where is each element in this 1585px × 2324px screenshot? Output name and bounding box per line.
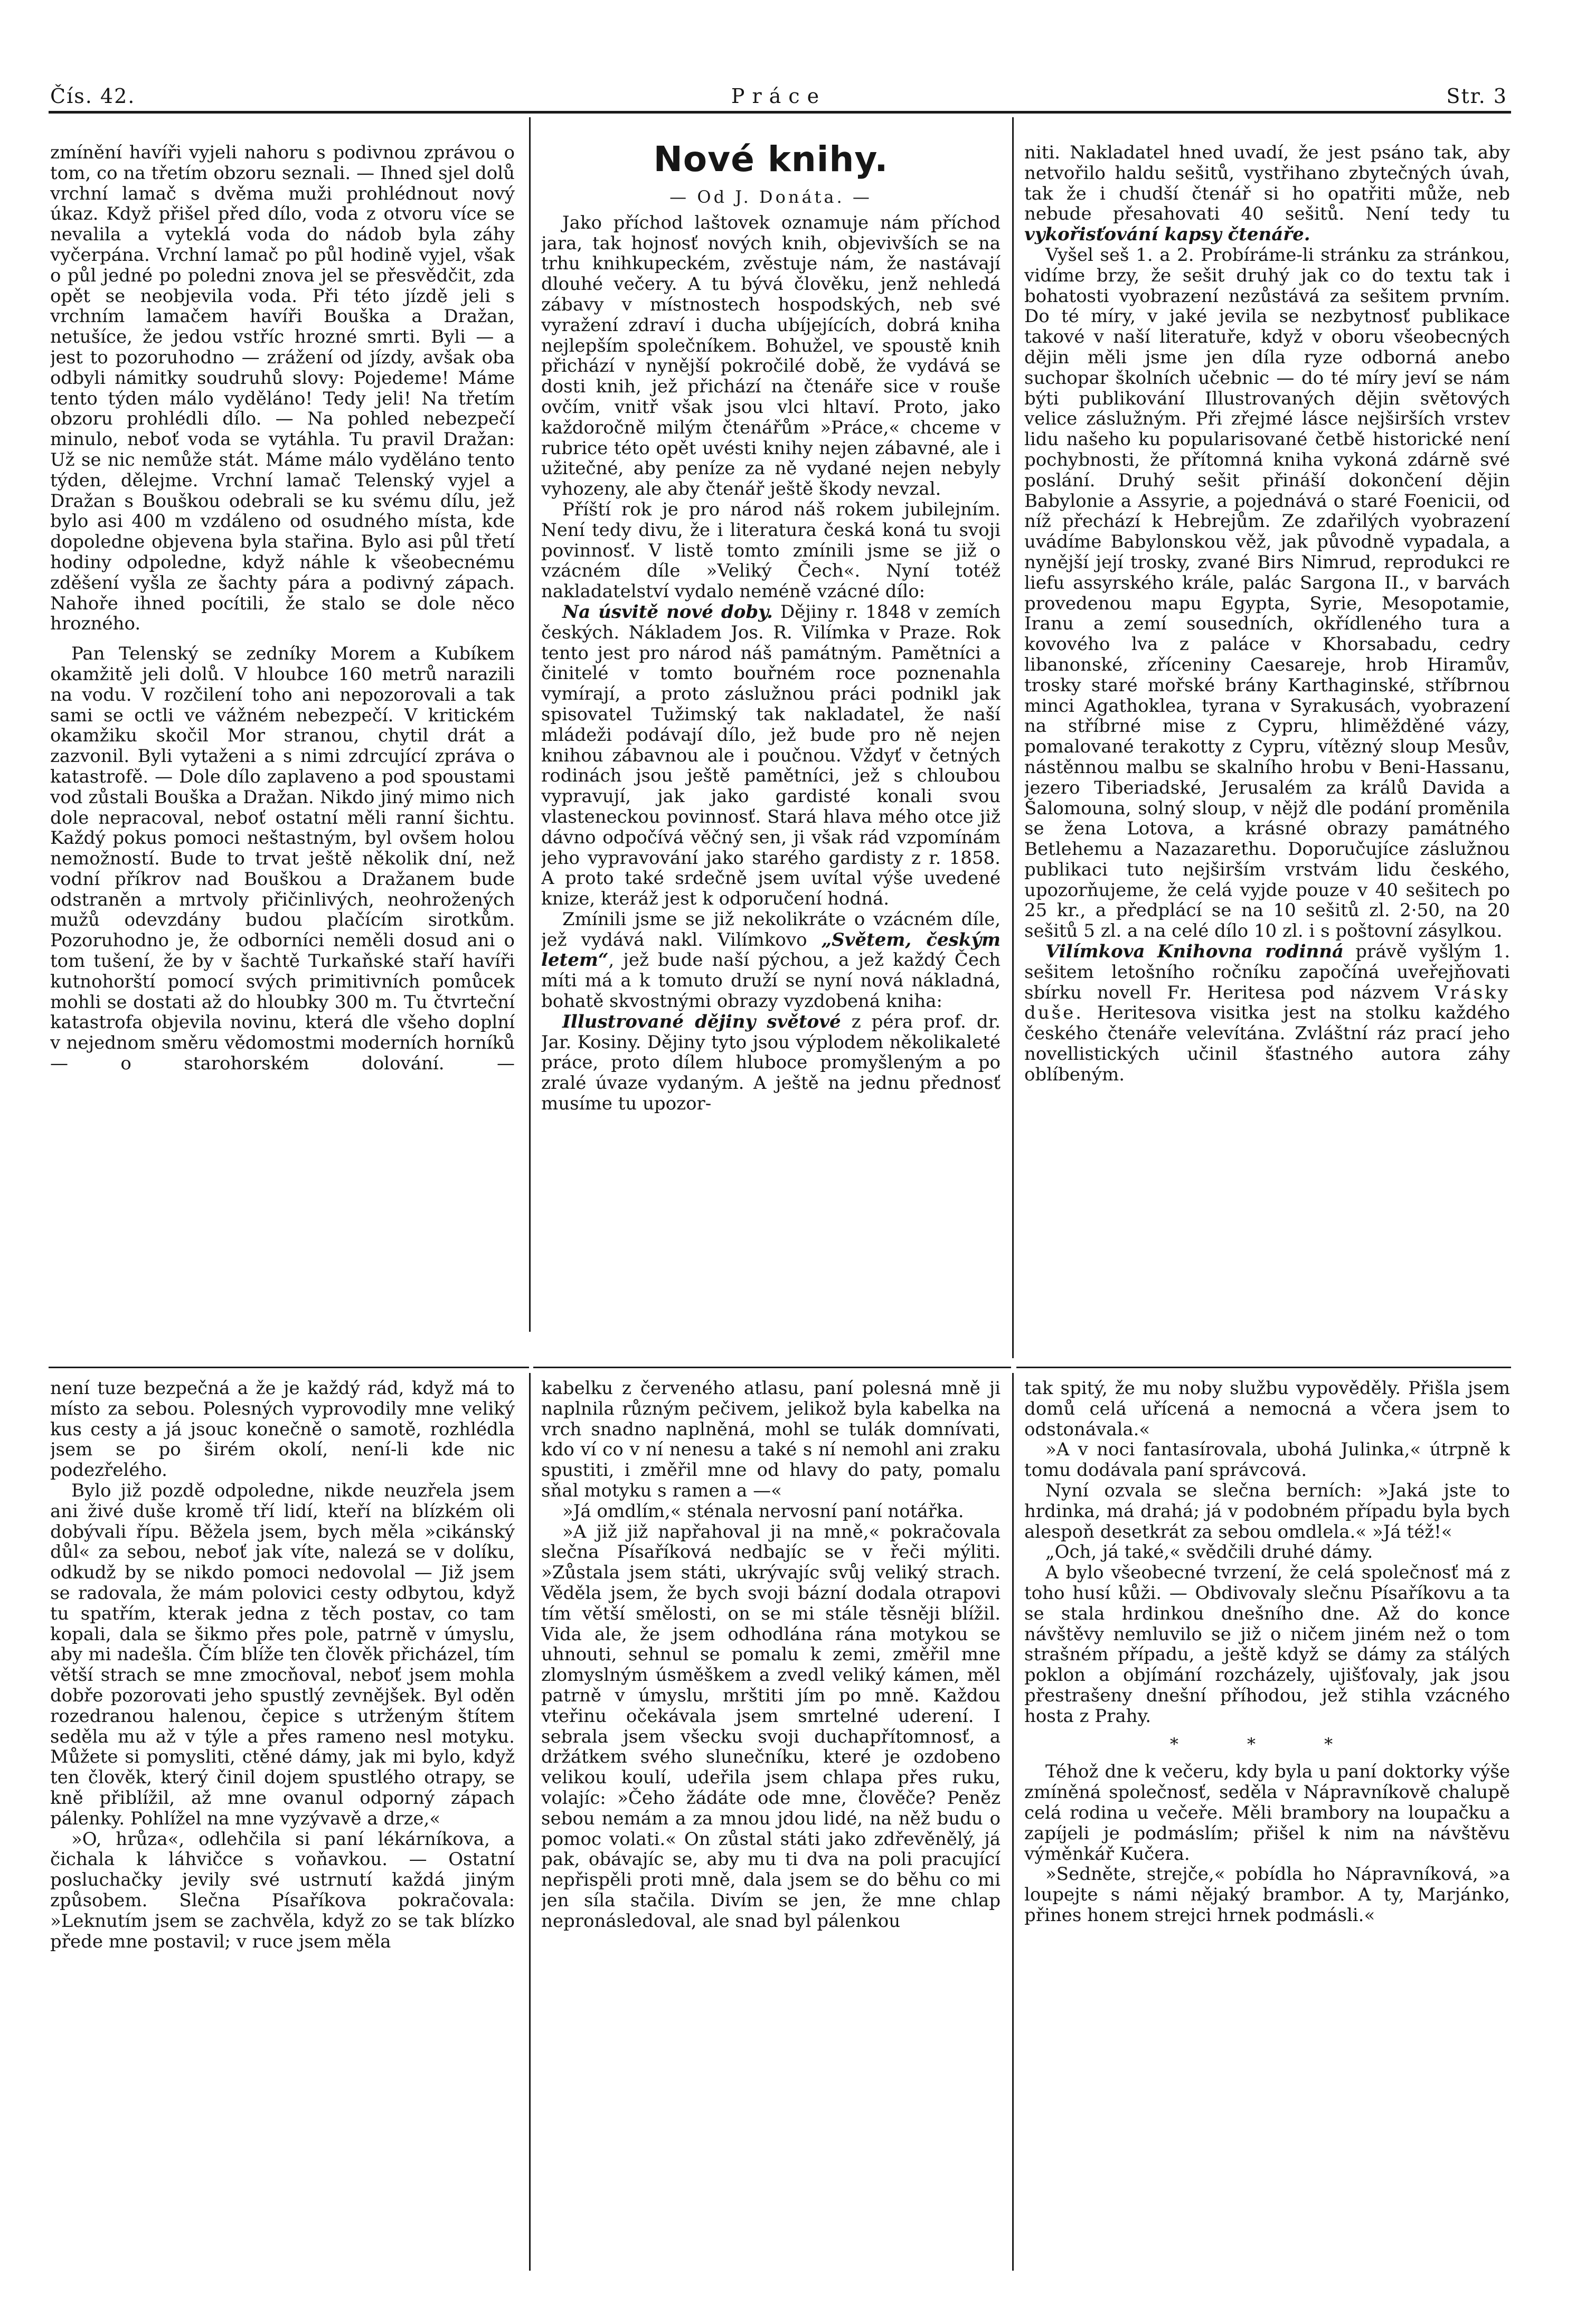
article-paragraph: Jako příchod laštovek oznamuje nám příchod jara, tak hojnosť nových knih, objevivších se na trhu knihkupeckém, zvěstuje nám, že nastávají dlouhé večery. A tu bývá člověku, jenž nehledá zábavy v místnostech hospodských, neb své vyražení zdraví i ducha ubíjejících, dobrá kniha nejlepším společníkem. Bohužel, ve spoustě knih přichází v nynější pokročilé době, že vydává se dosti knih, jež přichází na čtenáře sice v rouše ovčím, vnitř však jsou vlci hltaví. Proto, jako každoročně milým čtenářům »Práce,« chceme v rubrice této opět uvésti knihy nejen zábavné, ale i užitečné, aby peníze za ně vydané nejen nebyly vyhozeny, ale aby čtenář ještě škody nevzal. [541,212,1001,500]
article-paragraph: Vilímkova Knihovna rodinná právě vyšlým 1. sešitem letošního ročníku započíná uveřejňovati sbírku novell Fr. Heritesa pod názvem Vrásky duše. Heritesova visitka jest na stolku každého českého čtenáře velevítána. Zvláštní ráz prací jeho novellistických učinil šťastného autora záhy oblíbeným. [1024,941,1510,1085]
feuilleton-part-1 [50,1378,515,2281]
story-paragraph: »A v noci fantasírovala, ubohá Julinka,« útrpně k tomu dodávala paní správcová. [1024,1439,1510,1481]
story-paragraph: kabelku z červeného atlasu, paní polesná mně ji naplnila různým pečivem, jelikož byla kabelka na vrch snadno naplněná, mohl se tulák domnívati, kdo ví co v ní nenesu a také s ní nemohl ani zraku spustiti, i změřil mne od hlavy do paty, pomalu sňal motyku s ramen a —« [541,1378,1001,1501]
book-title: Illustrované dějiny světové [562,1011,841,1032]
page-header [50,79,1507,110]
book-title: „Světem, českým letem“ [541,929,1001,971]
section-separator-stars: * * * [1169,1734,1365,1754]
section-rule [49,1367,529,1368]
story-paragraph: A bylo všeobecné tvrzení, že celá společnosť má z toho husí kůži. — Obdivovaly slečnu Písaříkovu a ta se stala hrdinkou dnešního dne. Až do konce návštěvy nemluvilo se již o ničem jiném než o tom strašném případu, a ještě když se dámy za stálých poklon a objímání rozcházely, ujišťovaly, jak jsou přestrašeny dnešní příhodou, jež stihla vzácného hosta z Prahy. [1024,1562,1510,1727]
story-paragraph: tak spitý, že mu noby službu vypověděly. Přišla jsem domů celá uřícená a nemocná a včera jsem to odstonávala.« [1024,1378,1510,1440]
article-paragraph: Zmínili jsme se již nekolikráte o vzácném díle, jež vydává nakl. Vilímkovo „Světem, českým letem“, jež bude naší pýchou, a jež každý Čech míti má a k tomuto druží se nyní nová nákladná, bohatě skvostnými obrazy vyzdobená kniha: [541,908,1001,1012]
article-paragraph: Příští rok je pro národ náš rokem jubilejním. Není tedy divu, že i literatura česká koná tu svoji povinnosť. V listě tomto zmínili jsme se již o vzácném díle »Veliký Čech«. Nyní totéž nakladatelství vydalo neméně vzácné dílo: [541,498,1001,603]
feuilleton-part-2 [541,1378,1001,2281]
newspaper-title: Práce [731,84,827,108]
issue-number: Čís. 42. [50,84,136,108]
page-number: Str. 3 [1446,84,1507,108]
book-title: Vrásky duše. [1024,982,1510,1024]
section-rule [1016,1367,1511,1368]
story-paragraph: není tuze bezpečná a že je každý rád, když má to místo za sebou. Polesných vyprovodily mne veliký kus cesty a já jsouc konečně o samotě, rozhlédla jsem se po širém okolí, není-li kde nic podezřelého. [50,1378,515,1481]
column-rule [1012,117,1014,1358]
story-paragraph: „Och, já také,« svědčili druhé dámy. [1045,1541,1373,1563]
article-paragraph: Illustrované dějiny světové z péra prof. dr. Jar. Kosiny. Dějiny tyto jsou výplodem několikaleté práce, proto dílem hluboce promyšleným a po zralé úvaze vydaným. A ještě na jednu přednosť musíme tu upozor- [541,1011,1001,1115]
story-paragraph: Nyní ozvala se slečna berních: »Jaká jste to hrdinka, má drahá; já v podobném případu byla bych alespoň desetkrát za sebou omdlela.« »Já též!« [1024,1480,1510,1542]
column-rule [529,1373,531,2271]
article-paragraph: niti. Nakladatel hned uvadí, že jest psáno tak, aby netvořilo haldu sešitů, vystřihano zbytečných úvah, tak že i chudší čtenář si ho opatřiti může, neb nebude přesahovati 40 sešitů. Není tedy tu vykořisťování kapsy čtenáře. [1024,143,1510,246]
article-new-books-continued [1024,143,1510,1357]
story-paragraph: »O, hrůza«, odlehčila si paní lékárníkova, a čichala k láhvičce s voňavkou. — Ostatní posluchačky jevily své ustrnutí každá jiným způsobem. Slečna Písaříkova pokračovala: »Leknutím jsem se zachvěla, když zo se tak blízko přede mne postavil; v ruce jsem měla [50,1828,515,1952]
article-paragraph: Vyšel seš 1. a 2. Probíráme-li stránku za stránkou, vidíme brzy, že sešit druhý jak co do textu tak i bohatosti vyobrazení nezůstává za sešitem prvním. Do té míry, v jaké jevila se nezbytnosť publikace takové v naší literatuře, když v oboru všeobecných dějin měli jsme jen díla ryze odborná anebo suchopar školních učebnic — do té míry jeví se nám býti publikování Illustrovaných dějin světových velice záslužným. Při zřejmé lásce nejširších vrstev lidu našeho ku popularisované četbě historické není pochybnosti, že přítomná kniha vykoná zdárně své poslání. Druhý sešit přináší dokončení dějin Babylonie a Assyrie, a pojednává o staré Foenicii, od níž přechází k Hebrejům. Ze zdařilých vyobrazení uvádíme Babylonskou věž, jak původně vypadala, a nynější její trosky, zvané Birs Nimrud, reprodukci re liefu assyrského krále, palác Sargona II., v barvách provedenou mapu Egypta, Syrie, Mesopotamie, Iranu a zemí sousedních, okřídleného tura a kovového lva z paláce v Khorsabadu, cedry libanonské, zříceniny Caesareje, hrob Hiramův, trosky staré mořské brány Karthaginské, stříbrnou minci Agathoklea, tyrana v Syrakusách, vyobrazení na stříbrné mise z Cypru, hliměžděné vázy, pomalované terakotty z Cypru, vítězný sloup Mesův, nástěnnou malbu se skalního hrobu v Beni-Hassanu, jezero Tiberiadské, Jerusalém za králů Davida a Šalomouna, solný sloup, v nějž dle podání proměnila se žena Lotova, a krásné obrazy památného Betlehemu a Nazazarethu. Doporučujíce záslužnou publikaci tuto nejširším vrstvám lidu českého, upozorňujeme, že celá vyjde pouze v 40 sešitech po 25 kr., a předplácí se na 10 sešitů zl. 2·50, na 20 sešitů 5 zl. a na celé dílo 10 zl. i s poštovní zásylkou. [1024,244,1510,942]
book-title: Vilímkova Knihovna rodinná [1045,941,1344,963]
article-mining-accident [50,143,515,1389]
article-paragraph: Pan Telenský se zedníky Morem a Kubíkem okamžitě jeli dolů. V hloubce 160 metrů narazili na vodu. V rozčilení toho ani nepozorovali a tak sami se octli ve vážném nebezpečí. V kritickém okamžiku skočil Mor stranou, chytil drát a zazvonil. Byli vytaženi a s nimi zdrcující zpráva o katastrofě. — Dole dílo zaplaveno a pod spoustami vod zůstali Bouška a Dražan. Nikdo jiný mimo nich dole nepracoval, neboť ostatní měli ranní šichtu. Každý pokus pomoci neštastným, byl ovšem holou nemožností. Bude to trvat ještě několik dní, než vodní příkrov nad Bouškou a Dražanem bude odstraněn a mrtvoly přičinlivých, neohrožených mužů odevzdány budou plačícím sirotkům. Pozoruhodno je, že odborníci neměli dosud ani o tom tušení, že by v šachtě Turkaňské staří havíři kutnohorští pomocí svých primitivních pomůcek mohli se dostati až do hloubky 300 m. Tu čtvrteční katastrofa objevila novinu, která dle všeho doplní v nejednom směru vědomostmi moderních horníků — o starohorském dolování. — [50,643,515,1075]
story-paragraph: »Já omdlím,« sténala nervosní paní notářka. [562,1500,964,1522]
column-rule [529,117,531,1332]
column-rule [1012,1373,1014,2271]
feuilleton-part-3 [1024,1378,1510,2281]
article-paragraph: zmínění havíři vyjeli nahoru s podivnou zprávou o tom, co na třetím obzoru seznali. — Ihned sjel dolů vrchní lamač s dvěma muži prohlédnout nový úkaz. Když přišel před dílo, voda z otvoru více se nevalila a vyteklá voda do nádob byla záhy vyčerpána. Vrchní lamač po půl hodině vyjel, však o půl jedné po poledni znova jel se přesvědčit, zda opět se neobjevila voda. Při této jízdě jeli s vrchním lamačem havíři Bouška a Dražan, netušíce, že jedou vstříc hrozné smrti. Byli — a jest to pozoruhodno — zrážení od jízdy, avšak oba odbyli námitky soudruhů slovy: Pojedeme! Máme tento týden málo vyděláno! Tedy jeli! Na třetím obzoru prohlédli dílo. — Na pohled nebezpečí minulo, neboť voda se vytáhla. Tu pravil Dražan: Už se nic nemůže stát. Máme málo vyděláno tento týden, dělejme. Vrchní lamač Telenský vyjel a Dražan s Bouškou odebrali se ku svému dílu, jež bylo asi 400 m vzdáleno od osudného místa, kde dopoledne objevena byla stařina. Bylo asi půl třetí hodiny odpoledne, když náhle k všeobecnému zděšení vyšla ze šachty pára a podivný zápach. Nahoře ihned pocítili, že stalo se dole něco hrozného. [50,143,515,635]
article-paragraph: Na úsvitě nové doby. Dějiny r. 1848 v zemích českých. Nákladem Jos. R. Vilímka v Praze. Rok tento jest pro národ náš památným. Pamětníci a činitelé v tomto bouřném roce poznenahla vymírají, a proto záslužnou práci podnikl jak spisovatel Tužimský tak nakladatel, že naší mládeži podávají dílo, jež bude pro ně nejen knihou zábavnou ale i poučnou. Vždyť v četných rodinách jsou ještě pamětníci, jež s chloubou vypravují, jak jako gardisté konali svou vlasteneckou povinnosť. Stará hlava mého otce již dávno odpočívá věčný sen, ji však rád vzpomínám jeho vypravování jako starého gardisty z r. 1858. A proto také srdečně jsem uvítal výše uvedené knize, kteráž jest k odporučení hodná. [541,601,1001,910]
header-rule [49,111,1511,114]
book-title: Na úsvitě nové doby. [562,601,773,623]
article-byline: — Od J. Donáta. — [669,187,872,207]
article-new-books [541,138,1001,1363]
story-paragraph: Téhož dne k večeru, kdy byla u paní doktorky výše zmíněná společnosť, seděla v Nápravníkově chalupě celá rodina u večeře. Měli brambory na loupačku a zapíjeli je podmáslím; přišel k nim na návštěvu výměnkář Kučera. [1024,1761,1510,1865]
story-paragraph: »Sedněte, strejče,« pobídla ho Nápravníková, »a loupejte s námi nějaký brambor. A ty, Marjánko, přines honem strejci hrnek podmásli.« [1024,1864,1510,1926]
story-paragraph: Bylo již pozdě odpoledne, nikde neuzřela jsem ani živé duše kromě tří lidí, kteří na blízkém oli dobývali řípu. Běžela jsem, bych měla »cikánský důl« za sebou, neboť jak víte, nalezá se v dolíku, odkudž by se nikdo pomoci nedovolal — Již jsem se radovala, že mám polovici cesty odbytou, když tu spatřím, kterak jedna z těch postav, co tam kopali, dala se šikmo přes pole, patrně v úmyslu, aby mi nadešla. Čím blíže ten člověk přicházel, tím větší strach se mne zmocňoval, neboť jsem mohla dobře pozorovati jeho spustlý zevnějšek. Byl oděn rozedranou halenou, čepice s utrženým štítem seděla mu až v týle a přes rameno nesl motyku. Můžete si pomysliti, ctěné dámy, jak mi bylo, když ten člověk, který činil dojem spustlého otrapy, se kně přiblížil, až mne ovanul odporný zápach pálenky. Pohlížel na mne vyzývavě a drze,« [50,1480,515,1829]
emphasis: vykořisťování kapsy čtenáře. [1024,224,1310,246]
section-rule [533,1367,1011,1368]
article-title: Nové knihy. [653,139,889,180]
story-paragraph: »A již již napřahoval ji na mně,« pokračovala slečna Písaříková nedbajíc se v řeči mýliti. »Zůstala jsem státi, ukrývajíc svůj veliký strach. Věděla jsem, že bych svoji bázní dodala otrapovi tím větší smělosti, on se mi stále těsněji blížil. Vida ale, že jsem odhodlána rána motykou se uhnouti, sehnul se pomalu k zemi, změřil mne zlomyslným úsměškem a zvedl veliký kámen, měl patrně v úmyslu, mrštiti jím po mně. Každou vteřinu očekávala jsem smrtelné uderení. I sebrala jsem všecku svoji duchapřítomnosť, a držátkem svého slunečníku, které je ozdobeno velikou koulí, udeřila jsem chlapa přes ruku, volajíc: »Čeho žádáte ode mne, člověče? Peněz sebou nemám a za mnou jdou lidé, na něž budu o pomoc volati.« On zůstal státi jako zdřevěnělý, já pak, obávajíc se, aby mu ti dva na poli pracující nepřispěli proti mně, dala jsem se do běhu co mi jen síla stačila. Divím se jen, že mne chlap nepronásledoval, ale snad byl pálenkou [541,1521,1001,1932]
